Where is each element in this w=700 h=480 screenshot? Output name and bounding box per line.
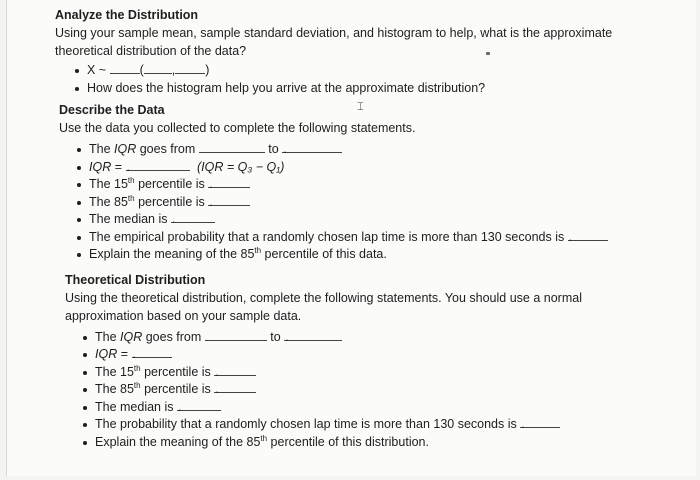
text-cursor-icon: ⌶ <box>357 101 364 113</box>
theoretical-title: Theoretical Distribution <box>65 272 206 287</box>
worksheet-page <box>6 0 696 476</box>
median-text: The median is <box>89 212 168 226</box>
describe-intro: Use the data you collected to complete the following statements. <box>59 121 416 135</box>
iqr-to-blank[interactable] <box>282 141 342 153</box>
explain-sup: th <box>254 245 262 255</box>
list-item-probability <box>77 229 696 247</box>
list-item-histogram <box>75 80 696 98</box>
explain-text-b: percentile of this data. <box>261 247 387 261</box>
list-item-distribution <box>75 62 696 80</box>
median-text: The median is <box>95 399 174 414</box>
p15-text-a: The 15 <box>89 177 128 191</box>
to-label: to <box>268 142 279 156</box>
p15-sup: th <box>133 363 141 373</box>
p85-text-a: The 85 <box>95 382 134 396</box>
probability-text: The probability that a randomly chosen lap time is more than 130 seconds is <box>95 417 517 431</box>
probability-blank[interactable] <box>520 416 560 428</box>
p15-text-b: percentile is <box>140 364 211 379</box>
p15-text-b: percentile is <box>134 177 205 191</box>
median-blank[interactable] <box>177 399 221 411</box>
iqr-eq-sign: = <box>111 159 123 174</box>
iqr-to-blank[interactable] <box>284 329 342 341</box>
iqr-eq-word: IQR <box>89 159 112 174</box>
describe-title: Describe the Data <box>59 103 165 117</box>
theoretical-intro: Using the theoretical distribution, complete the following statements. You should use a normal approximation based on your sample data. <box>65 290 582 323</box>
dist-prefix: X ~ <box>87 63 107 77</box>
p85-text-b: percentile is <box>140 382 211 396</box>
list-item-p85 <box>83 381 696 399</box>
explain-text-a: Explain the meaning of the 85 <box>89 247 255 261</box>
dropdown-mark-icon <box>486 52 490 55</box>
dist-comma: , <box>171 63 176 77</box>
list-item-iqr-value <box>77 159 696 177</box>
iqr-from-blank[interactable] <box>199 141 265 153</box>
p85-blank[interactable] <box>208 194 250 206</box>
probability-blank[interactable] <box>568 229 608 241</box>
list-item-median <box>77 211 696 229</box>
analyze-list <box>75 62 696 97</box>
theoretical-list <box>83 329 696 452</box>
list-item-iqr-range <box>77 141 696 159</box>
p85-text-b: percentile is <box>134 194 205 209</box>
iqr-range-text-b: goes from <box>136 142 196 156</box>
p15-sup: th <box>127 175 135 185</box>
dist-sd-blank[interactable] <box>175 62 205 74</box>
iqr-word: IQR <box>120 329 143 344</box>
p85-text-a: The 85 <box>89 194 128 209</box>
iqr-range-text-b: goes from <box>142 329 202 344</box>
iqr-eq-sign: = <box>117 347 129 361</box>
explain-text-a: Explain the meaning of the 85 <box>95 434 261 449</box>
iqr-from-blank[interactable] <box>205 329 267 341</box>
list-item-probability <box>83 416 696 434</box>
p85-sup: th <box>133 380 141 390</box>
list-item-explain <box>77 246 696 264</box>
list-item-iqr-value <box>83 346 696 364</box>
iqr-eq-word: IQR <box>95 347 118 361</box>
dist-open-paren: ( <box>139 63 144 77</box>
p85-sup: th <box>127 193 135 203</box>
histogram-question: How does the histogram help you arrive at the approximate distribution? <box>87 80 486 95</box>
p15-blank[interactable] <box>208 176 250 188</box>
iqr-range-text-a: The <box>89 142 115 156</box>
describe-list <box>77 141 696 264</box>
list-item-p15 <box>77 176 696 194</box>
p85-blank[interactable] <box>214 381 256 393</box>
analyze-question: Using your sample mean, sample standard deviation, and histogram to help, what is the approximate theoretical distribution of the data? <box>55 26 613 58</box>
iqr-value-blank[interactable] <box>126 159 190 171</box>
iqr-value-blank[interactable] <box>132 346 172 358</box>
list-item-p85 <box>77 194 696 212</box>
to-label: to <box>270 329 281 344</box>
list-item-iqr-range <box>83 329 696 347</box>
describe-section <box>59 101 696 264</box>
dist-close-paren: ) <box>205 63 210 77</box>
iqr-range-text-a: The <box>95 329 121 344</box>
probability-text: The empirical probability that a randomly chosen lap time is more than 130 seconds is <box>89 229 565 244</box>
iqr-formula: (IQR = Q₃ − Q₁) <box>196 159 285 174</box>
list-item-p15 <box>83 364 696 382</box>
median-blank[interactable] <box>171 211 215 223</box>
dist-mean-blank[interactable] <box>144 62 172 74</box>
list-item-median <box>83 399 696 417</box>
iqr-word: IQR <box>114 142 137 156</box>
list-item-explain <box>83 434 696 452</box>
explain-sup: th <box>260 433 268 443</box>
theoretical-section <box>65 271 696 452</box>
dist-name-blank[interactable] <box>110 62 140 74</box>
explain-text-b: percentile of this distribution. <box>267 434 429 449</box>
analyze-title: Analyze the Distribution <box>55 8 199 22</box>
p15-text-a: The 15 <box>95 364 134 379</box>
p15-blank[interactable] <box>214 364 256 376</box>
